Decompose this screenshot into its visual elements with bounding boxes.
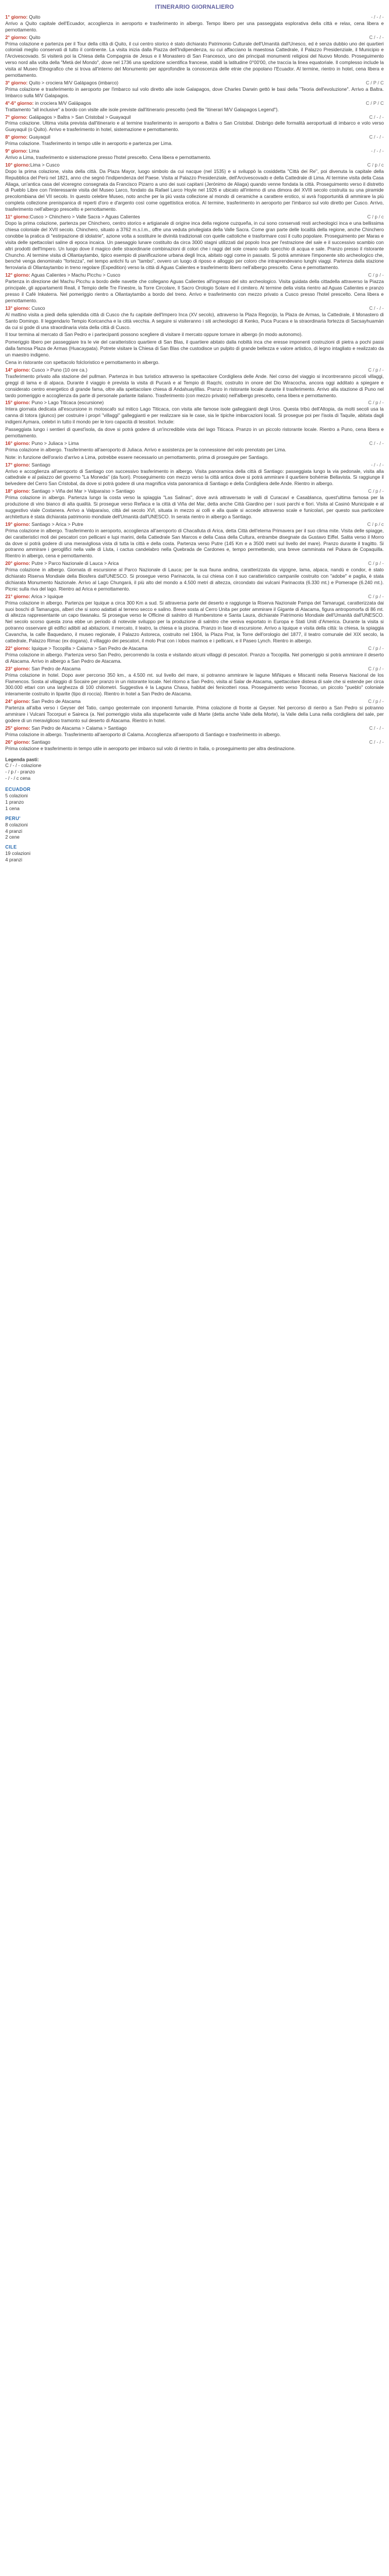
- day-meals: C / P / C: [366, 80, 384, 86]
- day-header: [5, 594, 384, 600]
- day-heading: [5, 400, 104, 407]
- day-entry: [5, 400, 384, 426]
- day-label: 19° giorno:: [5, 521, 30, 527]
- meal-count: 8 colazioni: [5, 822, 28, 828]
- day-meals: C / p / -: [368, 489, 384, 494]
- day-heading: [5, 101, 91, 107]
- day-place: Puno > Lago Titicaca (escursione): [30, 400, 104, 406]
- meal-count: 1 pranzo: [5, 799, 24, 805]
- day-entry: [5, 306, 384, 331]
- meal-legend: [5, 757, 384, 783]
- day-description: Prima colazione e partenza per il Tour della città di Quito, il cui centro storico è stato dichiarato Patrimonio Culturale dell'Umanità dall'Unesco, ed è senza dubbio uno dei quartieri coloniali meglio conservati di tutto il continente. La visita inizia dalla Piazza dell'Indipendenza, su cui affacciano la maestosa Cattedrale, il Palazzo Presidenziale, il Municipio e l'Arcivescovado. Si visiterà poi la Chiesa della Compagnia de Jesus e il Monastero di San Francesco, uno dei principali monumenti religiosi del Nuovo Mondo. Proseguimento verso nord alla volta della "Metà del Mondo", dove nel 1736 una spedizione scientifica francese, stabilì la latitudine 0°00'00, che traccia la linea equatoriale. Il complesso include la visita al Museo Etnografico che si trova all'interno del Monumento per approfondire la conoscenza delle etnie che popolano l'Ecuador. Al termine, rientro in hotel, cena libera e pernottamento.: [5, 41, 384, 79]
- day-description: Al mattino visita a piedi della splendida città di Cusco che fu capitale dell'Impero Inca (XV secolo), attraverso la Plaza Regocijo, la Plaza de Armas, la Cattedrale, il Monastero di Santo Domingo. Il leggendario Tempio Koricancha e la città vecchia. A seguire si visiteranno i siti archeologici di Kenko, Puca Pucara e la straordinaria fortezza di Sacsayhuamán da cui si gode di una straordinaria vista della città di Cusco.: [5, 312, 384, 330]
- day-heading: [5, 666, 80, 673]
- day-description: Prima colazione in albergo. Partenza per Iquique a circa 300 Km a sud. Si attraversa parte del deserto e raggiunge la Riserva Nazionale Pampa del Tamarugal, caratterizzata dai suoi boschi di Tamarugos, alberi che si sono adattati al terreno secco e salino. Breve sosta al Cerro Unita per poter ammirare il Gigante di Atacama, figura antropomorfa di 86 mt. di altezza rappresentante un capo tiwanaku. Si prosegue verso le Officine di salnitro di Humberstone e Santa Laura, dichiarate Patrimonio Mondiale dell'Umanità dall'UNESCO. Nel secolo scorso questa zona ebbe un periodo di notevole sviluppo per la produzione di salnitro che veniva esportato in Europa e Stati Uniti d'America. Durante la visita si potranno osservare gli edifici adibiti ad abitazioni, il mercato, il teatro, la chiesa e la piscina. Pranzo in fase di escursione. Arrivo a Iquique e visita della città: la chiesa, la spiaggia Cavancha, la calle Baquedano, il museo regionale, il Palazzo Astoreca, costruito nel 1904, la Plaza Prat, la Torre dell'orologio del 1877, il teatro comunale del XIX secolo, la cattedrale, Palazzo Rimac (ex dogana), il villaggio dei pescatori, il molo Prat con i lobos marinos e i pellicani, e il Paseo Lynch. Rientro in albergo.: [5, 600, 384, 644]
- day-meals: - / - / -: [371, 14, 384, 20]
- day-description: Note: in funzione dell'orario d'arrivo a Lima, potrebbe essere necessario un pernottamento, prima di proseguire per Santiago.: [5, 454, 269, 460]
- day-meals: - / - / -: [371, 462, 384, 468]
- day-header: [5, 214, 384, 221]
- day-header: [5, 149, 384, 155]
- day-header: [5, 666, 384, 673]
- day-label: 13° giorno:: [5, 305, 30, 311]
- day-entry: [5, 726, 384, 738]
- day-meals: C / - / -: [369, 135, 384, 140]
- day-place: Putre > Parco Nazionale di Lauca > Arica: [30, 561, 119, 567]
- day-entry: [5, 427, 384, 440]
- day-header: [5, 273, 384, 279]
- day-place: Aguas Calientes > Machu Picchu > Cusco: [30, 273, 121, 278]
- day-meals: C / p / c: [367, 162, 384, 168]
- day-entry: [5, 360, 384, 366]
- day-entry: [5, 101, 384, 114]
- day-entry: [5, 35, 384, 79]
- day-description: Prima colazione e trasferimento in tempo utile in aeroporto per imbarco sul volo di rientro in Italia, o proseguimento per altra destinazione.: [5, 745, 296, 751]
- day-heading: [5, 162, 59, 169]
- day-description: Passeggiata lungo i sentieri di quest'isola, da dove si potrà godere di un'incredibile vista del lago Titicaca. Pranzo in un piccolo ristorante locale. Rientro a Puno, cena libera e pernottamento.: [5, 427, 384, 439]
- day-header: [5, 80, 384, 87]
- day-header: [5, 726, 384, 732]
- day-header: [5, 135, 384, 141]
- day-description: Arrivo a Lima, trasferimento e sistemazione presso l'hotel prescelto. Cena libera e pernottamento.: [5, 154, 211, 160]
- day-label: 16° giorno:: [5, 440, 30, 446]
- day-header: [5, 699, 384, 705]
- day-entry: [5, 149, 384, 161]
- day-header: [5, 561, 384, 567]
- day-place: San Pedro de Atacama: [30, 666, 81, 672]
- day-meals: C / - / -: [369, 305, 384, 311]
- day-header: [5, 441, 384, 447]
- day-description: Cena in ristorante con spettacolo folcloristico e pernottamento in albergo.: [5, 360, 160, 366]
- day-description: Prima colazione e trasferimento in aeroporto per l'imbarco sul volo diretto alle isole Galapagos, dove Charles Darwin gettò le basi della "Teoria dell'evoluzione". Arrivo a Baltra. Imbarco sulla M/V Galapagos.: [5, 86, 384, 98]
- day-header: [5, 162, 384, 169]
- day-place: Guayaquil: [27, 135, 51, 140]
- day-meals: C / - / -: [369, 440, 384, 446]
- day-meals: C / p / -: [368, 273, 384, 278]
- day-place: Santiago > Viña del Mar > Valparaíso > Santiago: [30, 489, 135, 494]
- day-description: Prima colazione in albergo. Partenza verso San Pedro, percorrendo la costa e visitando alcuni villaggi di pescatori. Pranzo a Tocopilla. Nel pomeriggio si potrà ammirare il deserto di Atacama. Arrivo in albergo a San Pedro de Atacama.: [5, 652, 384, 664]
- legend-item: - / p / - pranzo: [5, 769, 35, 775]
- day-meals: C / p / -: [368, 561, 384, 567]
- day-header: [5, 115, 384, 121]
- day-label: 2° giorno:: [5, 34, 28, 40]
- day-entry: [5, 273, 384, 305]
- itinerary-page: [0, 0, 389, 873]
- day-place: Quito: [27, 14, 41, 20]
- day-description: Trasferimento privato alla stazione del pullman. Partenza in bus turistico attraverso la spettacolare Cordigliera delle Ande. Nel corso del viaggio si incontreranno piccoli villaggi, greggi di lama e di alpaca. Durante il viaggio è prevista la visita di Pucará e al Tempio di Raqchi, costruito in onore del Dio Wiracocha, ancora oggi additato a spiegare e considerato centro energetico di grande fama, oltre alla spettacolare chiesa di Andahuaylillas. Pranzo in ristorante locale durante il trasferimento. Arrivo alla stazione di Puno nel tardo pomeriggio e accoglienza da parte di personale parlante italiano. Trasferimento (con mezzo privato) nell'albergo prescelto, cena libera e pernottamento.: [5, 373, 384, 398]
- meal-count: 19 colazioni: [5, 851, 31, 857]
- meal-summary: [5, 787, 384, 864]
- day-description: Arrivo e accoglienza all'aeroporto di Santiago con successivo trasferimento in albergo. Visita panoramica della città di Santiago: passeggiata lungo la via pedonale, visita alla cattedrale e al palazzo del governo "La Moneda" (da fuori). Proseguimento con mezzo verso la città antica dove si potrà ammirare il quartiere bohémie Bellavista. Si raggiunge il belvedere del Cerro San Cristobal, da dove si potrà godere di una magnifica vista panoramica di Santiago e della Cordigliera delle Ande. Rientro in albergo.: [5, 468, 384, 487]
- day-heading: [5, 135, 50, 141]
- day-entry: [5, 699, 384, 725]
- day-description: Prima colazione in albergo. Trasferimento all'aeroporto di Calama. Accoglienza all'aeroporto di Santiago e trasferimento in albergo.: [5, 732, 281, 737]
- day-entry: [5, 115, 384, 134]
- day-entry: [5, 162, 384, 213]
- day-entry: [5, 594, 384, 645]
- day-label: 10° giorno:: [5, 162, 30, 168]
- day-label: 11° giorno:: [5, 214, 30, 220]
- day-place: in crociera M/V Galápagos: [33, 100, 91, 106]
- day-place: Santiago > Arica > Putre: [30, 521, 83, 527]
- day-entry: [5, 666, 384, 698]
- day-label: 1° giorno:: [5, 14, 28, 20]
- day-label: 9° giorno:: [5, 149, 28, 154]
- day-place: Cusco > Chinchero > Valle Sacra > Aguas Calientes: [30, 214, 140, 220]
- day-place: Puno > Juliaca > Lima: [30, 440, 79, 446]
- day-entry: [5, 740, 384, 752]
- day-entry: [5, 455, 384, 461]
- day-label: 22° giorno:: [5, 646, 30, 651]
- day-entry: [5, 489, 384, 521]
- day-label: 24° giorno:: [5, 699, 30, 705]
- day-label: 15° giorno:: [5, 400, 30, 406]
- day-meals: - / - / -: [371, 149, 384, 154]
- day-heading: [5, 35, 40, 41]
- day-meals: C / p / -: [368, 367, 384, 373]
- day-place: Santiago: [30, 739, 51, 745]
- day-label: 7° giorno:: [5, 114, 28, 120]
- day-meals: C / - / -: [369, 739, 384, 745]
- legend-item: - / - / c cena: [5, 776, 31, 782]
- day-heading: [5, 273, 121, 279]
- day-description: Prima colazione in albergo. Partenza lungo la costa verso la spiaggia "Las Salinas", dove avrà attraversato le valli di Curacaví e Casablanca, quest'ultima famosa per la produzione di vino bianco di alta qualità. Si prosegue verso Reñaca e la città di Viña del Mar, detta anche Città Giardino per i suoi parchi e fiori. Visita al Casinò Municipale e al suggestivo viale Costanera. Arrivo a Valparaíso, città del secolo XVI, situata in mezzo ai colli e alla quale si accede attraverso scale e funicolari, per questo sua particolare architettura è stata dichiarata patrimonio mondiale dell'Umanità dall'UNESCO. In serata rientro in albergo a Santiago.: [5, 495, 384, 520]
- meal-count: 5 colazioni: [5, 793, 28, 799]
- day-header: [5, 489, 384, 495]
- day-heading: [5, 462, 50, 469]
- day-heading: [5, 441, 79, 447]
- day-description: Prima colazione in albergo. Giornata di escursione al Parco Nazionale di Lauca; per la sua fauna andina, caratterizzata da vigogne, lama, alpaca, nandù e condor, è stato dichiarato Riserva Mondiale della Biosfera dall'UNESCO. Si prosegue verso Parinacota, la cui chiesa con il suo caratteristico campanile costruito con "adobe" e paglia, è stata dichiarata Monumento Nazionale. Arrivo al Lago Chungará, il più alto del mondo a 4.500 metri di altezza, circondato dai vulcani Parinacota (6.330 mt.) e Pomerape (6.240 mt.). Picnic sulla riva del lago. Rientro ad Arica e pernottamento.: [5, 567, 384, 592]
- day-label: 14° giorno:: [5, 367, 30, 373]
- day-header: [5, 646, 384, 652]
- day-heading: [5, 726, 127, 732]
- day-header: [5, 35, 384, 41]
- day-meals: C / P / C: [366, 100, 384, 106]
- day-place: Cusco: [30, 305, 45, 311]
- day-label: 3° giorno:: [5, 80, 28, 86]
- day-label: 20° giorno:: [5, 561, 30, 567]
- day-entry: [5, 80, 384, 100]
- day-meals: C / p / -: [368, 699, 384, 705]
- day-heading: [5, 214, 140, 221]
- day-place: Quito: [27, 34, 41, 40]
- day-description: Prima colazione. Trasferimento in tempo utile in aeroporto e partenza per Lima.: [5, 141, 173, 147]
- day-place: Santiago: [30, 462, 51, 468]
- day-heading: [5, 522, 83, 528]
- day-meals: C / - / -: [369, 34, 384, 40]
- day-heading: [5, 149, 39, 155]
- day-header: [5, 400, 384, 407]
- country-ecuador: [5, 787, 384, 812]
- country-name: ECUADOR: [5, 787, 31, 793]
- day-heading: [5, 489, 135, 495]
- day-meals: C / p / -: [368, 400, 384, 406]
- day-heading: [5, 368, 87, 374]
- day-label: 23° giorno:: [5, 666, 30, 672]
- day-description: Trattamento "all inclusive" a bordo con visite alle isole previste dall'itinerario prescelto (vedi file "itinerari M/V Galapagos Legend").: [5, 107, 279, 112]
- day-heading: [5, 80, 118, 87]
- day-heading: [5, 699, 80, 705]
- day-place: Cusco > Puno (10 ore ca.): [30, 367, 87, 373]
- day-entry: [5, 15, 384, 34]
- day-meals: C / p / -: [368, 646, 384, 651]
- day-header: [5, 462, 384, 469]
- country-name: PERU': [5, 815, 21, 821]
- day-label: 21° giorno:: [5, 593, 30, 599]
- day-description: Pomeriggio libero per passeggiare tra le vie del caratteristico quartiere di San Blas, il quartiere abitato dalla nobiltà inca che eresse imponenti costruzioni di pietra a pochi passi dalla famosa Plaza de Armas (Huacaypata). Potrete visitare la Chiesa di San Blas che custodisce un pulpito di grande bellezza e valore artistico, di legno intagliato e realizzato da un maestro indigeno.: [5, 340, 384, 358]
- day-entry: [5, 462, 384, 488]
- day-header: [5, 368, 384, 374]
- day-place: Arica > Iquique: [30, 593, 63, 599]
- day-place: San Pedro de Atacama > Calama > Santiago: [30, 725, 127, 731]
- day-label: 4°-6° giorno:: [5, 100, 34, 106]
- day-entry: [5, 522, 384, 560]
- meal-count: 4 pranzi: [5, 857, 23, 863]
- day-entry: [5, 214, 384, 271]
- day-description: Dopo la prima colazione, visita della città. Da Plaza Mayor, luogo simbolo da cui nacque (nel 1535) e si sviluppò la cosiddetta "Città dei Re", poi divenuta la capitale della Repubblica del Perù nel 1821, anno che segnò l'indipendenza del Paese. Visita al Palazzo Presidenziale, dell'Arcivescovado e della Cattedrale di Lima. Al termine visita della Casa Aliaga, un'antica casa del viceregno consegnata da Francisco Pizarro a uno dei suoi capitani (Jerónimo de Aliaga) quando venne fondata la città. Proseguimento verso il distretto di Pueblo Libre con l'interessante visita del Museo Larco, fondato da Rafael Larco Hoyle nel 1926 e ubicato all'interno di una dimora del XVIII secolo costruita su una piramide precolombiana del VII secolo. In questo celebre Museo, noto anche per la più vasta collezione al mondo di ceramiche a carattere erotico, si avrà l'opportunità di ammirare la più completa collezione prenispanica di reperti d'oro e d'argento così come oggettistica erotica. Al termine, trasferimento in aeroporto per l'imbarco sul volo diretto per Cusco. Arrivo, trasferimento nell'albergo prescelto e pernottamento.: [5, 168, 384, 213]
- day-description: Prima colazione in albergo. Trasferimento in aeroporto, accoglienza all'aeroporto di Chacalluta di Arica, detta Città dell'eterna Primavera per il suo clima mite. Visita delle spiagge, dei caratteristici moli dei pescatori con pellicani e lupi marini, della Cattedrale San Marcos e della Casa della Cultura, entrambe disegnate da Gustavo Eiffel. Salita verso il Morro da dove si potrà godere di una meravigliosa vista di tutta la città e della costa. Partenza verso Putre (145 Km e a 3500 metri sul livello del mare). Pranzo durante il tragitto. Si potranno ammirare i geroglifici nella valle di Lluta, i cactus candelabro nella Quebrada de Cardones e, tempo permettendo, una breve camminata nel Pukara de Copaquilla. Rientro in albergo, cena e pernottamento.: [5, 528, 384, 559]
- day-label: 26° giorno:: [5, 739, 30, 745]
- day-header: [5, 740, 384, 746]
- day-header: [5, 306, 384, 312]
- meal-count: 2 cene: [5, 835, 20, 840]
- day-entry: [5, 561, 384, 593]
- day-description: Prima colazione. Ultima visita prevista dall'itinerario e al termine trasferimento in aeroporto a Baltra o San Cristobal. Disbrigo delle formalità aeroportuali di imbarco e volo verso Guayaquil (o Quito). Arrivo e trasferimento in hotel, sistemazione e pernottamento.: [5, 121, 384, 133]
- day-heading: [5, 646, 147, 652]
- day-description: Prima colazione in albergo. Trasferimento all'aeroporto di Juliaca. Arrivo e assistenza per la connessione del volo prenotato per Lima.: [5, 447, 287, 453]
- day-description: Dopo la prima colazione, partenza per Chinchero, centro storico e artigianale di origine inca della regione cuzqueña, in cui sono conservati resti archeologici inca e una bellissima chiesa coloniale del XVII secolo. Chinchero, situato a 3762 m.s.l.m., offre una veduta privilegiata della Valle Sacra. Come gran parte delle località della regione, anche Chinchero conobbe la pratica di "estirpazione di idolatrie", azione volta a sostituire le divinità tradizionali con quelle cattoliche e trasformare così il culto popolare. Proseguimento per Maras e visita delle spettacolari saline di epoca incaica. Un paesaggio lunare costituito da circa 3000 stagni utilizzati dal popolo Inca per l'estrazione del sale e il successivo scambio con altri prodotti dell'Impero. Un luogo dove il magico delle straordinarie combinazioni di colori che i raggi del sole creano sullo specchio di acqua e sale. Pranzo presso il ristorante Chuncho. Al termine visita di Ollantaytambo, tipico esempio di pianificazione urbana degli Inca, abitato oggi come in passato. Si potrà ammirare l'imponente sito archeologico che, benché venga denominato "fortezza", nel tempo antichi fu un "tambo", ovvero un luogo di riposo e alloggio per coloro che intraprendevano lunghi viaggi. Partenza dalla stazione ferroviaria di Ollantaytambo in treno regolare (Expedition) verso la città di Aguas Calientes e trasferimento libero nell'albergo prescelto. Cena e pernottamento.: [5, 221, 384, 271]
- meal-count: 1 cena: [5, 805, 20, 811]
- day-label: 18° giorno:: [5, 489, 30, 494]
- day-header: [5, 522, 384, 528]
- country-cile: [5, 844, 384, 864]
- day-label: 12° giorno:: [5, 273, 30, 278]
- legend-item: C / - / - colazione: [5, 763, 41, 769]
- country-peru: [5, 816, 384, 842]
- day-meals: C / p / c: [367, 521, 384, 527]
- day-entry: [5, 340, 384, 359]
- day-header: [5, 101, 384, 107]
- day-place: Lima > Cusco: [30, 162, 60, 168]
- day-place: Lima: [27, 149, 40, 154]
- page-title: ITINERARIO GIORNALIERO: [155, 4, 234, 10]
- day-description: Partenza all'alba verso i Geyser del Tatio, campo geotermale con imponenti fumarole. Prima colazione di fronte ai Geyser. Nel percorso di rientro a San Pedro si potranno ammirare i Vulcani Tocorpuri e Saireca (a. Nel pomeriggio visita alla stupefacente valle di Marte (detta anche Valle della Morte), la Valle della Luna nella cordigliera del sale, per godere di un meraviglioso tramonto sul deserto di Atacama. Rientro in hotel.: [5, 705, 384, 723]
- day-heading: [5, 115, 131, 121]
- day-description: Partenza in direzione del Machu Picchu a bordo delle navette che collegano Aguas Calientes all'ingresso del sito archeologico. Visita guidata della cittadella attraverso la Piazza principale, gli appartamenti Reali, il Tempio delle Tre Finestre, la Torre Circolare, Il Sacro Orologio Solare ed il cimitero. Al termine della visita rientro ad Aguas Calientes e pranzo presso il Café Inkaterra. Nel pomeriggio rientro a Ollantaytambo a bordo del treno. Arrivo e trasferimento con mezzo privato a Cusco presso l'hotel prescelto. Cena libera e pernottamento.: [5, 279, 384, 303]
- day-place: Iquique > Tocopilla > Calama > San Pedro de Atacama: [30, 646, 148, 651]
- legend-title: Legenda pasti:: [5, 757, 39, 762]
- day-entry: [5, 368, 384, 400]
- day-meals: C / - / -: [369, 725, 384, 731]
- day-place: San Pedro de Atacama: [30, 699, 81, 705]
- day-label: 8° giorno:: [5, 135, 28, 140]
- day-description: Arrivo a Quito capitale dell'Ecuador, accoglienza in aeroporto e trasferimento in albergo. Tempo libero per una passeggiata esplorativa della città e relax, cena libera e pernottamento.: [5, 20, 384, 33]
- day-meals: C / p / -: [368, 593, 384, 599]
- day-entry: [5, 646, 384, 665]
- days-list: [5, 15, 384, 752]
- day-entry: [5, 332, 384, 338]
- day-heading: [5, 15, 40, 21]
- day-heading: [5, 740, 50, 746]
- day-meals: C / p / -: [368, 666, 384, 672]
- day-place: Quito > crociera M/V Galápagos (imbarco): [27, 80, 119, 86]
- day-label: 17° giorno:: [5, 462, 30, 468]
- day-heading: [5, 561, 119, 567]
- day-description: Il tour termina al mercato di San Pedro e i partecipanti possono scegliere di visitare il mercato oppure tornare in albergo (in modo autonomo).: [5, 332, 303, 338]
- day-entry: [5, 135, 384, 147]
- day-description: Intera giornata dedicata all'escursione in motoscafo sul mitico Lago Titicaca, con visita alle famose isole galleggianti degli Uros. Questa tribù dell'Altopia, da molti secoli usa la canna di totora (giunco) per costruire i propri "villaggi" galleggianti e per realizzare sia le case, sia le tipiche imbarcazioni locali. Si prosegue poi per l'isola di Taquile, abitata dagli indigeni Aymara, celebri in tutto il mondo per le loro capacità di tessitori. Include:: [5, 407, 384, 425]
- day-place: Galápagos > Baltra > San Cristobal > Guayaquil: [27, 114, 131, 120]
- day-heading: [5, 306, 45, 312]
- meal-count: 4 pranzi: [5, 828, 23, 834]
- day-heading: [5, 594, 63, 600]
- day-label: 25° giorno:: [5, 725, 30, 731]
- day-description: Prima colazione in hotel. Dopo aver percorso 350 km., a 4.500 mt. sul livello del mare, si potranno ammirare le lagune Miñiques e Miscanti nella Reserva Nacional de los Flamencos. Sosta al villaggio di Socaire per pranzo in un ristorante locale. Nel ritorno a San Pedro, visita al Salar de Atacama, spettacolare distesa di sale che si estende per circa 300.000 ettari con una larghezza di 100 chilometri. Suggestiva è la Laguna Chaxa, habitat dei fenicotteri rosa. Proseguimento verso Toconao, un piccolo "pueblo" coloniale interamente costruito in liparite (tipo di roccia). Rientro in hotel a San Pedro de Atacama.: [5, 672, 384, 697]
- day-header: [5, 15, 384, 21]
- country-name: CILE: [5, 844, 17, 850]
- day-meals: C / p / c: [367, 214, 384, 220]
- day-entry: [5, 441, 384, 454]
- day-meals: C / - / -: [369, 114, 384, 120]
